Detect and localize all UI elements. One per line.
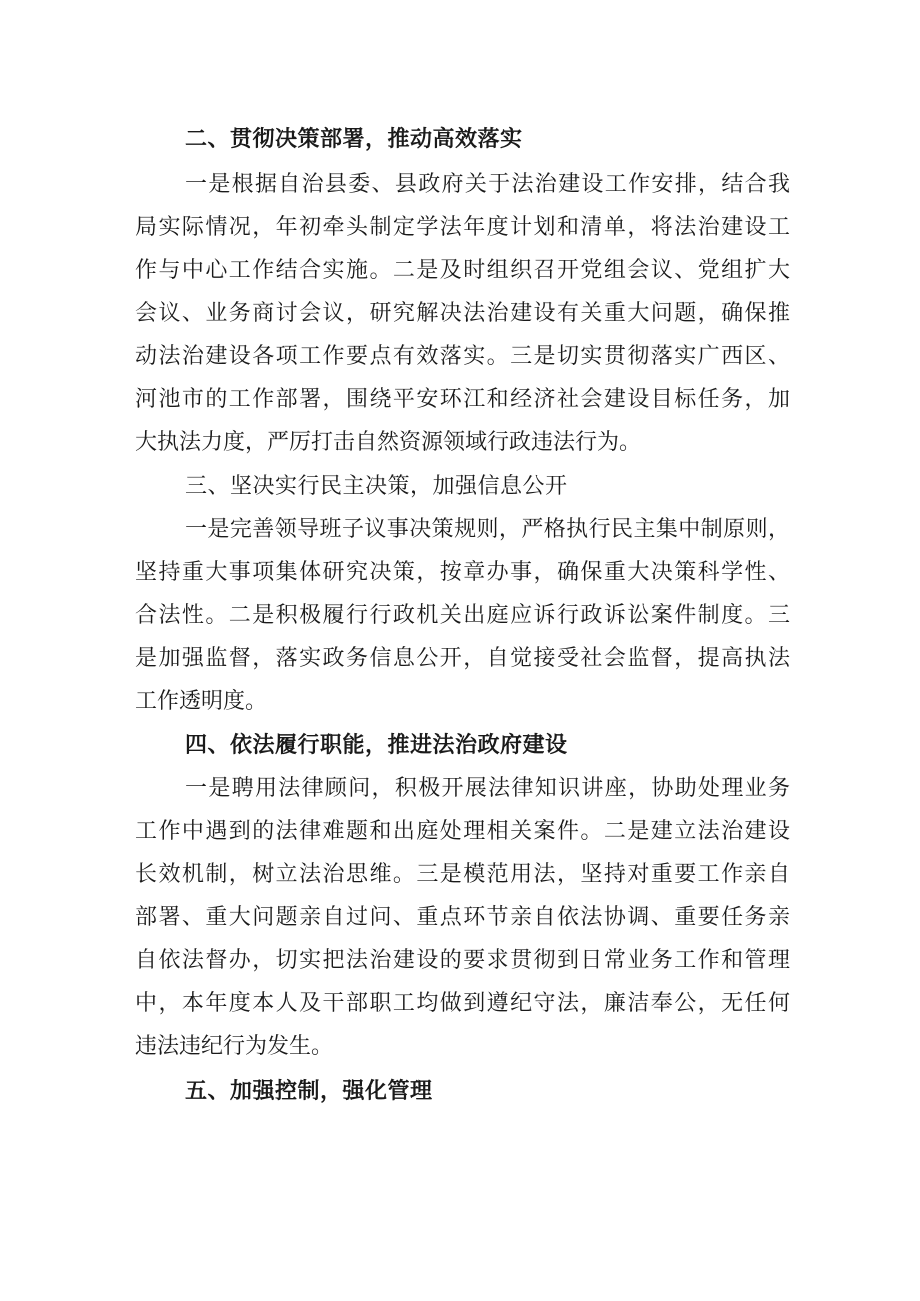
text-line: 作与中心工作结合实施。二是及时组织召开党组会议、党组扩大 — [135, 258, 790, 283]
section-heading-3: 三、坚决实行民主决策，加强信息公开 — [185, 474, 568, 499]
text-line: 违法违纪行为发生。 — [135, 1034, 334, 1059]
text-line: 自依法督办，切实把法治建设的要求贯彻到日常业务工作和管理 — [135, 948, 790, 973]
text-line: 工作中遇到的法律难题和出庭处理相关案件。二是建立法治建设 — [135, 819, 790, 844]
text-line: 河池市的工作部署，围绕平安环江和经济社会建设目标任务，加 — [135, 387, 790, 412]
text-line: 动法治建设各项工作要点有效落实。三是切实贯彻落实广西区、 — [135, 344, 790, 369]
text-line: 工作透明度。 — [135, 689, 268, 714]
section-body-2 — [135, 163, 790, 464]
text-line: 是加强监督，落实政务信息公开，自觉接受社会监督，提高执法 — [135, 646, 790, 671]
text-line: 中，本年度本人及干部职工均做到遵纪守法，廉洁奉公，无任何 — [135, 991, 790, 1016]
text-line: 一是聘用法律顾问，积极开展法律知识讲座，协助处理业务 — [185, 776, 790, 801]
text-line: 大执法力度，严厉打击自然资源领域行政违法行为。 — [135, 430, 642, 455]
text-line: 一是根据自治县委、县政府关于法治建设工作安排，结合我 — [185, 172, 790, 197]
text-line: 局实际情况，年初牵头制定学法年度计划和清单，将法治建设工 — [135, 215, 790, 240]
text-line: 一是完善领导班子议事决策规则，严格执行民主集中制原则， — [185, 517, 790, 542]
section-body-4 — [135, 767, 790, 1068]
section-body-3 — [135, 508, 790, 723]
section-heading-4: 四、依法履行职能，推进法治政府建设 — [185, 733, 568, 758]
section-heading-5: 五、加强控制，强化管理 — [185, 1079, 433, 1104]
text-line: 合法性。二是积极履行行政机关出庭应诉行政诉讼案件制度。三 — [135, 603, 790, 628]
text-line: 部署、重大问题亲自过问、重点环节亲自依法协调、重要任务亲 — [135, 905, 790, 930]
text-line: 长效机制，树立法治思维。三是模范用法，坚持对重要工作亲自 — [135, 862, 790, 887]
text-line: 会议、业务商讨会议，研究解决法治建设有关重大问题，确保推 — [135, 301, 790, 326]
text-line: 坚持重大事项集体研究决策，按章办事，确保重大决策科学性、 — [135, 560, 790, 585]
section-heading-2: 二、贯彻决策部署，推动高效落实 — [185, 127, 523, 152]
